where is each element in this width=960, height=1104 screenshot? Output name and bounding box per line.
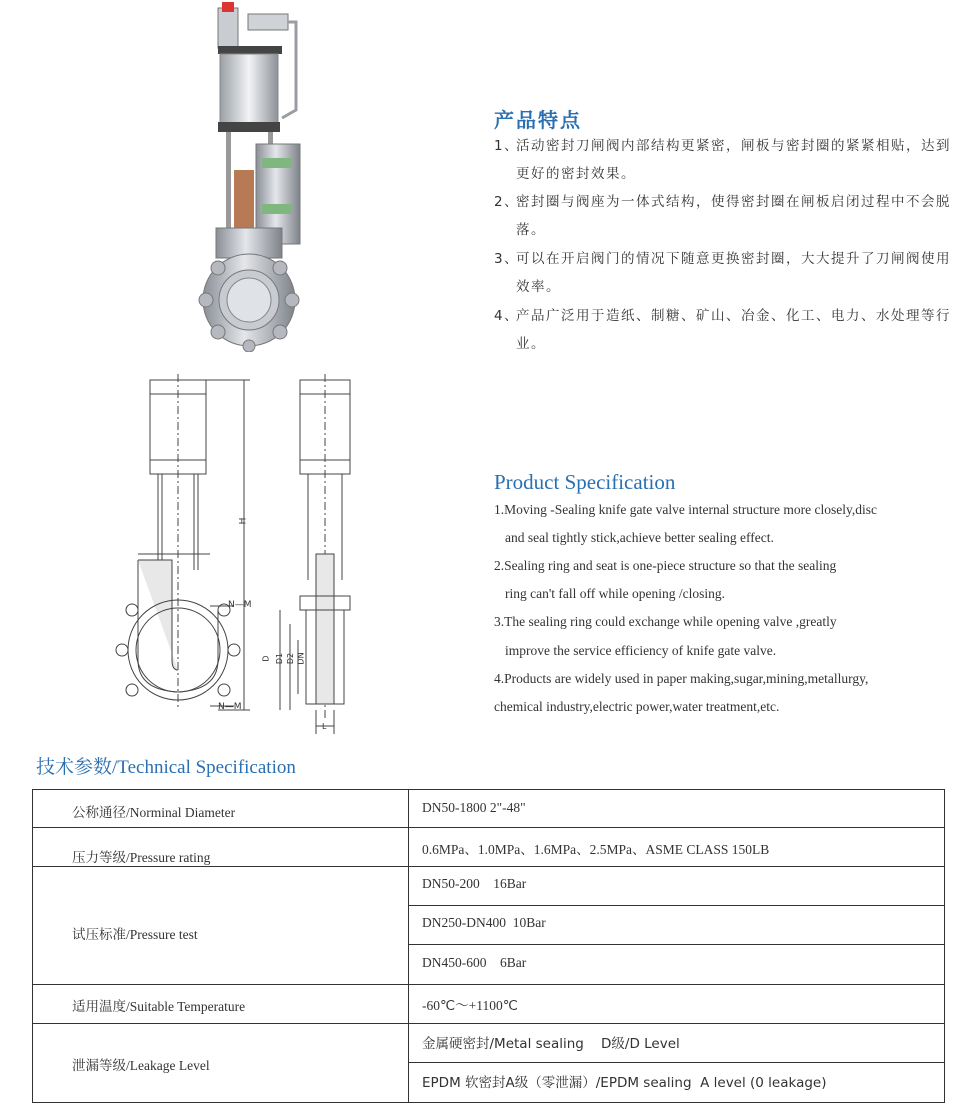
feature-cn-item — [494, 188, 954, 244]
product-spec-line: and seal tightly stick,achieve better sealing effect. — [505, 530, 774, 545]
spec-value-leakage: EPDM 软密封A级（零泄漏）/EPDM sealing A level (0 leakage) — [422, 1075, 827, 1091]
product-spec-line: 2.Sealing ring and seat is one-piece structure so that the sealing — [494, 558, 837, 573]
spec-label-diameter — [72, 801, 235, 821]
spec-value-pressure-test: DN50-200 16Bar — [422, 876, 527, 891]
feature-cn-text: 密封圈与阀座为一体式结构，使得密封圈在闸板启闭过程中不会脱落。 — [516, 194, 951, 238]
spec-label-pressure-test — [72, 923, 198, 943]
spec-label-cn: 压力等级 — [72, 850, 126, 866]
spec-label-cn: 泄漏等级 — [72, 1058, 126, 1074]
spec-label-en: /Pressure test — [126, 927, 198, 942]
product-spec-title: Product Specification — [494, 470, 676, 494]
spec-value-pressure-rating: 0.6MPa、1.0MPa、1.6MPa、2.5MPa、ASME CLASS 150LB — [422, 842, 770, 857]
feature-cn-item — [494, 302, 954, 358]
tech-spec-table — [32, 789, 945, 1103]
feature-cn-number: 2、 — [494, 194, 520, 210]
product-spec-line: chemical industry,electric power,water treatment,etc. — [494, 699, 780, 714]
dimension-label-d: D — [261, 655, 271, 662]
valve-product-photo — [190, 0, 320, 352]
product-spec-line: 3.The sealing ring could exchange while opening valve ,greatly — [494, 614, 837, 629]
feature-cn-text: 产品广泛用于造纸、制糖、矿山、冶金、化工、电力、水处理等行业。 — [516, 308, 951, 352]
product-spec-line: 1.Moving -Sealing knife gate valve internal structure more closely,disc — [494, 502, 878, 517]
dimension-label-h: H — [238, 517, 249, 525]
side-view-drawing — [270, 370, 370, 740]
feature-cn-number: 1、 — [494, 138, 520, 154]
feature-cn-number: 4、 — [494, 308, 520, 324]
spec-label-en: /Suitable Temperature — [126, 999, 246, 1014]
spec-value-pressure-test: DN250-DN400 10Bar — [422, 915, 546, 930]
feature-cn-text: 活动密封刀闸阀内部结构更紧密，闸板与密封圈的紧紧相贴，达到更好的密封效果。 — [516, 138, 951, 182]
section-label-nm-top: N—M — [228, 600, 252, 610]
spec-value-diameter: DN50-1800 2"-48" — [422, 800, 526, 815]
dimension-label-l: L — [322, 722, 327, 731]
feature-cn-item — [494, 245, 954, 301]
spec-label-en: /Pressure rating — [126, 850, 211, 865]
spec-label-cn: 适用温度 — [72, 999, 126, 1015]
spec-label-pressure-rating — [72, 846, 210, 866]
section-label-nm-bottom: N—M — [218, 702, 242, 712]
spec-label-temperature — [72, 995, 245, 1015]
dimension-label-d1: D1 — [275, 652, 285, 665]
tech-spec-title-cn: 技术参数 — [36, 756, 113, 778]
spec-label-leakage — [72, 1054, 210, 1074]
features-cn-title: 产品特点 — [494, 108, 582, 132]
spec-label-en: /Norminal Diameter — [126, 805, 236, 820]
product-spec-line: improve the service efficiency of knife gate valve. — [505, 643, 777, 658]
spec-label-cn: 试压标准 — [72, 927, 126, 943]
spec-label-cn: 公称通径 — [72, 805, 126, 821]
tech-spec-title — [36, 752, 296, 779]
spec-value-leakage: 金属硬密封/Metal sealing D级/D Level — [422, 1036, 680, 1052]
spec-label-en: /Leakage Level — [126, 1058, 210, 1073]
product-spec-line: 4.Products are widely used in paper making,sugar,mining,metallurgy, — [494, 671, 869, 686]
feature-cn-text: 可以在开启阀门的情况下随意更换密封圈，大大提升了刀闸阀使用效率。 — [516, 251, 951, 295]
spec-value-pressure-test: DN450-600 6Bar — [422, 955, 527, 970]
feature-cn-item — [494, 132, 954, 188]
dimension-label-d2: D2 — [286, 652, 296, 665]
spec-value-temperature: -60℃～+1100℃ — [422, 998, 518, 1013]
product-spec-line: ring can't fall off while opening /closing. — [505, 586, 726, 601]
feature-cn-number: 3、 — [494, 251, 520, 267]
tech-spec-title-en: /Technical Specification — [112, 757, 296, 778]
dimension-label-dn: DN — [296, 652, 306, 665]
front-view-drawing — [110, 370, 270, 730]
